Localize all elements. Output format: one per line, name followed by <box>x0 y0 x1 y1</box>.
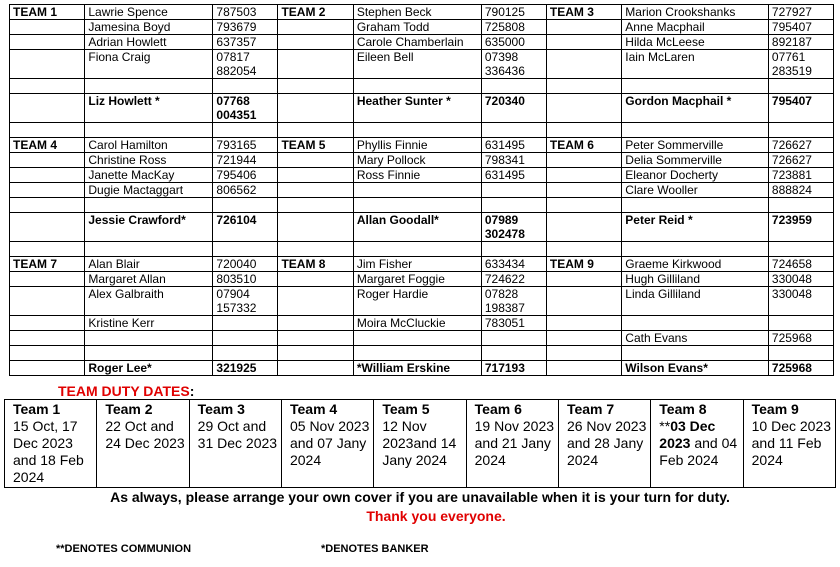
banker-phone: 321925 <box>213 361 278 376</box>
banker-name: Allan Goodall* <box>353 213 481 242</box>
member-phone: 631495 <box>481 138 546 153</box>
empty-cell <box>353 79 481 94</box>
member-name: Cath Evans <box>622 331 769 346</box>
member-phone: 727927 <box>768 5 833 20</box>
team-label: TEAM 1 <box>10 5 85 20</box>
duty-dates-text <box>752 418 833 469</box>
spacer-row <box>10 242 834 257</box>
member-phone: 726627 <box>768 138 833 153</box>
empty-cell <box>10 198 85 213</box>
empty-cell <box>622 79 769 94</box>
duty-dates-part: 19 Nov 2023 and 21 Jany 2024 <box>474 418 555 468</box>
empty-cell <box>481 198 546 213</box>
duty-dates-part: 26 Nov 2023 and 28 Jany 2024 <box>566 418 647 468</box>
member-name: Carole Chamberlain <box>353 35 481 50</box>
member-phone: 07817 882054 <box>213 50 278 79</box>
empty-cell <box>278 79 353 94</box>
member-phone: 783051 <box>481 316 546 331</box>
empty-cell <box>85 242 213 257</box>
empty-cell <box>546 20 621 35</box>
duty-dates-part: 29 Oct and 31 Dec 2023 <box>197 418 278 451</box>
team-member-row <box>10 138 834 153</box>
empty-cell <box>481 123 546 138</box>
cover-note: As always, please arrange your own cover if you are unavailable when it is your turn for duty. <box>110 489 730 505</box>
duty-dates-part: 22 Oct and 24 Dec 2023 <box>105 418 185 451</box>
banker-phone: 726104 <box>213 213 278 242</box>
duty-dates-part: 15 Oct, 17 Dec 2023 and 18 Feb 2024 <box>13 418 84 485</box>
team-label: TEAM 5 <box>278 138 353 153</box>
member-phone: 806562 <box>213 183 278 198</box>
duty-cell <box>5 400 97 488</box>
member-name: Eileen Bell <box>353 50 481 79</box>
team-label: TEAM 6 <box>546 138 621 153</box>
team-member-row <box>10 168 834 183</box>
banker-phone: 07989 302478 <box>481 213 546 242</box>
member-phone: 726627 <box>768 153 833 168</box>
member-name: Hugh Gilliland <box>622 272 769 287</box>
member-phone: 795407 <box>768 20 833 35</box>
empty-cell <box>546 50 621 79</box>
empty-cell <box>213 123 278 138</box>
member-name: Ross Finnie <box>353 168 481 183</box>
empty-cell <box>10 272 85 287</box>
member-phone: 724622 <box>481 272 546 287</box>
empty-cell <box>278 198 353 213</box>
empty-cell <box>278 168 353 183</box>
duty-team-label: Team 7 <box>566 401 615 417</box>
member-phone: 725808 <box>481 20 546 35</box>
duty-cell <box>743 400 835 488</box>
banker-row <box>10 94 834 123</box>
empty-cell <box>278 123 353 138</box>
member-phone: 07761 283519 <box>768 50 833 79</box>
empty-cell <box>278 20 353 35</box>
duty-cell <box>651 400 743 488</box>
member-phone: 803510 <box>213 272 278 287</box>
team-member-row <box>10 35 834 50</box>
empty-cell <box>546 153 621 168</box>
empty-cell <box>278 346 353 361</box>
duty-cell <box>466 400 558 488</box>
member-name: Alex Galbraith <box>85 287 213 316</box>
member-name <box>85 331 213 346</box>
banker-phone: 720340 <box>481 94 546 123</box>
duty-team-label: Team 6 <box>474 401 522 417</box>
empty-cell <box>546 183 621 198</box>
duty-dates-text <box>475 418 556 469</box>
empty-cell <box>546 123 621 138</box>
member-name: Adrian Howlett <box>85 35 213 50</box>
empty-cell <box>10 94 85 123</box>
duty-dates-text <box>105 418 186 452</box>
empty-cell <box>10 183 85 198</box>
empty-cell <box>85 123 213 138</box>
empty-cell <box>213 242 278 257</box>
team-label: TEAM 8 <box>278 257 353 272</box>
duty-dates-row <box>5 400 836 488</box>
empty-cell <box>622 123 769 138</box>
empty-cell <box>768 242 833 257</box>
member-name: Jim Fisher <box>353 257 481 272</box>
empty-cell <box>546 79 621 94</box>
member-phone: 07828 198387 <box>481 287 546 316</box>
team-member-row <box>10 50 834 79</box>
member-name: Fiona Craig <box>85 50 213 79</box>
empty-cell <box>546 346 621 361</box>
banker-name: Jessie Crawford* <box>85 213 213 242</box>
team-label: TEAM 9 <box>546 257 621 272</box>
member-phone: 790125 <box>481 5 546 20</box>
duty-dates-text <box>13 418 94 486</box>
empty-cell <box>768 123 833 138</box>
duty-cell <box>97 400 189 488</box>
empty-cell <box>278 331 353 346</box>
duty-dates-part: and 04 Feb 2024 <box>659 435 738 468</box>
duty-dates-part: 05 Nov 2023 and 07 Jany 2024 <box>289 418 370 468</box>
empty-cell <box>278 316 353 331</box>
duty-dates-part: 12 Nov 2023and 14 Jany 2024 <box>382 418 457 468</box>
empty-cell <box>353 346 481 361</box>
empty-cell <box>622 346 769 361</box>
legend-communion: **DENOTES COMMUNION <box>56 543 192 555</box>
member-phone: 793165 <box>213 138 278 153</box>
member-phone: 330048 <box>768 287 833 316</box>
spacer-row <box>10 346 834 361</box>
member-phone: 892187 <box>768 35 833 50</box>
duty-team-label: Team 4 <box>289 401 338 417</box>
banker-phone: 795407 <box>768 94 833 123</box>
empty-cell <box>768 346 833 361</box>
duty-cell <box>374 400 466 488</box>
spacer-row <box>10 198 834 213</box>
empty-cell <box>546 94 621 123</box>
member-phone <box>481 183 546 198</box>
member-phone <box>481 331 546 346</box>
duty-dates-table <box>4 399 836 488</box>
empty-cell <box>546 168 621 183</box>
empty-cell <box>10 153 85 168</box>
empty-cell <box>85 79 213 94</box>
member-name: Margaret Allan <box>85 272 213 287</box>
empty-cell <box>10 79 85 94</box>
empty-cell <box>481 79 546 94</box>
empty-cell <box>546 331 621 346</box>
member-name: Carol Hamilton <box>85 138 213 153</box>
empty-cell <box>546 242 621 257</box>
banker-phone: 07768 004351 <box>213 94 278 123</box>
member-phone: 798341 <box>481 153 546 168</box>
member-phone: 633434 <box>481 257 546 272</box>
banker-phone: 725968 <box>768 361 833 376</box>
duty-dates-text <box>567 418 648 469</box>
member-phone <box>213 331 278 346</box>
empty-cell <box>546 316 621 331</box>
member-name: Alan Blair <box>85 257 213 272</box>
duty-dates-heading: TEAM DUTY DATES: <box>58 383 195 399</box>
team-member-row <box>10 257 834 272</box>
empty-cell <box>768 79 833 94</box>
empty-cell <box>10 242 85 257</box>
team-label: TEAM 4 <box>10 138 85 153</box>
empty-cell <box>546 287 621 316</box>
team-member-row <box>10 272 834 287</box>
empty-cell <box>213 198 278 213</box>
member-phone: 724658 <box>768 257 833 272</box>
empty-cell <box>278 35 353 50</box>
duty-dates-text <box>290 418 371 469</box>
member-phone: 725968 <box>768 331 833 346</box>
team-member-row <box>10 183 834 198</box>
empty-cell <box>481 242 546 257</box>
duty-team-label: Team 9 <box>751 401 799 417</box>
empty-cell <box>10 287 85 316</box>
duty-team-label: Team 2 <box>105 401 153 417</box>
member-phone <box>213 316 278 331</box>
duty-team-label: Team 3 <box>197 401 245 417</box>
duty-cell <box>189 400 281 488</box>
legend-banker: *DENOTES BANKER <box>321 543 429 555</box>
banker-name: *William Erskine <box>353 361 481 376</box>
banker-name: Liz Howlett * <box>85 94 213 123</box>
empty-cell <box>278 213 353 242</box>
banker-row <box>10 213 834 242</box>
empty-cell <box>10 361 85 376</box>
member-name <box>353 331 481 346</box>
member-name: Anne Macphail <box>622 20 769 35</box>
team-member-row <box>10 331 834 346</box>
empty-cell <box>10 331 85 346</box>
member-name: Hilda McLeese <box>622 35 769 50</box>
duty-team-label: Team 8 <box>659 401 707 417</box>
member-name: Roger Hardie <box>353 287 481 316</box>
empty-cell <box>10 168 85 183</box>
empty-cell <box>353 198 481 213</box>
banker-name: Peter Reid * <box>622 213 769 242</box>
team-label: TEAM 3 <box>546 5 621 20</box>
empty-cell <box>10 20 85 35</box>
empty-cell <box>10 213 85 242</box>
duty-dates-text <box>382 418 463 469</box>
banker-phone: 723959 <box>768 213 833 242</box>
empty-cell <box>278 242 353 257</box>
empty-cell <box>546 272 621 287</box>
empty-cell <box>85 198 213 213</box>
member-name: Mary Pollock <box>353 153 481 168</box>
empty-cell <box>278 183 353 198</box>
member-name: Dugie Mactaggart <box>85 183 213 198</box>
empty-cell <box>546 361 621 376</box>
duty-cell <box>558 400 650 488</box>
member-phone: 635000 <box>481 35 546 50</box>
empty-cell <box>622 242 769 257</box>
team-member-row <box>10 153 834 168</box>
member-name: Delia Sommerville <box>622 153 769 168</box>
empty-cell <box>10 346 85 361</box>
member-name: Janette MacKay <box>85 168 213 183</box>
empty-cell <box>546 213 621 242</box>
empty-cell <box>278 287 353 316</box>
duty-dates-part: ** <box>659 418 671 434</box>
spacer-row <box>10 123 834 138</box>
member-name: Graham Todd <box>353 20 481 35</box>
empty-cell <box>546 198 621 213</box>
member-phone: 888824 <box>768 183 833 198</box>
member-phone: 631495 <box>481 168 546 183</box>
empty-cell <box>10 316 85 331</box>
team-label: TEAM 7 <box>10 257 85 272</box>
empty-cell <box>353 123 481 138</box>
member-name <box>353 183 481 198</box>
empty-cell <box>213 79 278 94</box>
duty-team-label: Team 5 <box>382 401 430 417</box>
empty-cell <box>278 272 353 287</box>
member-phone <box>768 316 833 331</box>
member-phone: 637357 <box>213 35 278 50</box>
member-name: Christine Ross <box>85 153 213 168</box>
member-name: Phyllis Finnie <box>353 138 481 153</box>
empty-cell <box>481 346 546 361</box>
team-label: TEAM 2 <box>278 5 353 20</box>
member-phone: 793679 <box>213 20 278 35</box>
banker-name: Heather Sunter * <box>353 94 481 123</box>
member-name: Jamesina Boyd <box>85 20 213 35</box>
empty-cell <box>10 35 85 50</box>
empty-cell <box>213 346 278 361</box>
duty-cell <box>281 400 373 488</box>
banker-name: Wilson Evans* <box>622 361 769 376</box>
empty-cell <box>353 242 481 257</box>
member-name: Peter Sommerville <box>622 138 769 153</box>
member-name: Lawrie Spence <box>85 5 213 20</box>
member-phone: 787503 <box>213 5 278 20</box>
empty-cell <box>768 198 833 213</box>
empty-cell <box>10 50 85 79</box>
empty-cell <box>546 35 621 50</box>
member-name: Kristine Kerr <box>85 316 213 331</box>
empty-cell <box>622 198 769 213</box>
member-phone: 720040 <box>213 257 278 272</box>
member-phone: 07398 336436 <box>481 50 546 79</box>
member-name <box>622 316 769 331</box>
member-phone: 07904 157332 <box>213 287 278 316</box>
team-member-row <box>10 5 834 20</box>
empty-cell <box>85 346 213 361</box>
member-name: Margaret Foggie <box>353 272 481 287</box>
member-phone: 795406 <box>213 168 278 183</box>
empty-cell <box>278 50 353 79</box>
member-name: Clare Wooller <box>622 183 769 198</box>
member-phone: 723881 <box>768 168 833 183</box>
team-member-row <box>10 20 834 35</box>
thank-you-text: Thank you everyone. <box>366 508 506 524</box>
member-name: Eleanor Docherty <box>622 168 769 183</box>
duty-dates-part: 10 Dec 2023 and 11 Feb 2024 <box>751 418 832 468</box>
empty-cell <box>10 123 85 138</box>
member-phone: 721944 <box>213 153 278 168</box>
banker-row <box>10 361 834 376</box>
banker-phone: 717193 <box>481 361 546 376</box>
member-name: Iain McLaren <box>622 50 769 79</box>
member-name: Linda Gilliland <box>622 287 769 316</box>
team-member-row <box>10 287 834 316</box>
empty-cell <box>278 153 353 168</box>
empty-cell <box>278 361 353 376</box>
banker-name: Roger Lee* <box>85 361 213 376</box>
member-name: Moira McCluckie <box>353 316 481 331</box>
member-phone: 330048 <box>768 272 833 287</box>
duty-team-label: Team 1 <box>13 401 61 417</box>
communion-date: 03 Dec 2023 <box>659 418 716 451</box>
member-name: Graeme Kirkwood <box>622 257 769 272</box>
member-name: Marion Crookshanks <box>622 5 769 20</box>
banker-name: Gordon Macphail * <box>622 94 769 123</box>
duty-dates-text <box>659 418 740 469</box>
team-roster-table <box>9 4 834 376</box>
team-member-row <box>10 316 834 331</box>
duty-dates-text <box>198 418 279 452</box>
empty-cell <box>278 94 353 123</box>
member-name: Stephen Beck <box>353 5 481 20</box>
spacer-row <box>10 79 834 94</box>
